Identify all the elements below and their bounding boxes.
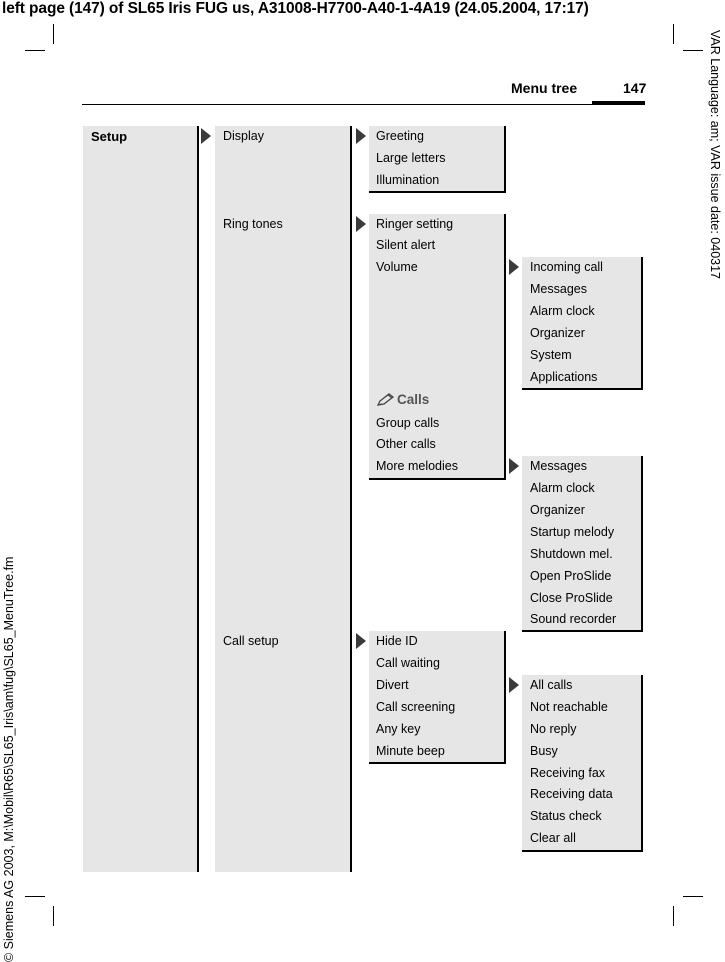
arrow-right-icon	[356, 216, 366, 232]
list-item: Ringer setting	[376, 217, 454, 231]
section-title: Menu tree	[511, 80, 578, 96]
list-item: Clear all	[530, 831, 576, 845]
crop-mark	[25, 896, 45, 897]
crop-mark	[25, 50, 45, 51]
list-item: Large letters	[376, 151, 446, 165]
list-item: Illumination	[376, 173, 440, 187]
list-item: Minute beep	[376, 744, 445, 758]
crop-mark	[683, 50, 703, 51]
list-item: Hide ID	[376, 634, 418, 648]
list-item: Receiving fax	[530, 766, 606, 780]
menu-item-ring-tones: Ring tones	[223, 217, 283, 231]
arrow-right-icon	[356, 633, 366, 649]
page-number: 147	[623, 80, 647, 96]
list-item: Alarm clock	[530, 481, 595, 495]
header-rule-accent	[592, 101, 645, 104]
list-item: Any key	[376, 722, 421, 736]
root-label: Setup	[91, 129, 128, 144]
list-item: Receiving data	[530, 787, 613, 801]
pencil-icon	[376, 393, 396, 407]
list-item: Call screening	[376, 700, 456, 714]
crop-mark	[673, 24, 674, 44]
root-column	[83, 126, 197, 872]
arrow-right-icon	[509, 458, 519, 474]
calls-header: Calls	[397, 392, 430, 407]
display-submenu	[369, 126, 506, 193]
list-item: Call waiting	[376, 656, 440, 670]
language-note: VAR Language: am; VAR issue date: 040317	[708, 30, 722, 280]
list-item: Not reachable	[530, 700, 608, 714]
arrow-right-icon	[509, 259, 519, 275]
list-item: Status check	[530, 809, 602, 823]
crop-mark	[673, 906, 674, 926]
column-shadow	[197, 126, 199, 872]
volume-submenu	[522, 257, 643, 390]
list-item: More melodies	[376, 459, 458, 473]
arrow-right-icon	[509, 677, 519, 693]
crop-mark	[683, 896, 703, 897]
list-item: Other calls	[376, 437, 436, 451]
list-item: No reply	[530, 722, 577, 736]
list-item: Organizer	[530, 326, 585, 340]
callsetup-submenu	[369, 631, 506, 764]
list-item: All calls	[530, 678, 573, 692]
list-item: Close ProSlide	[530, 591, 613, 605]
list-item: System	[530, 348, 572, 362]
ringtones-submenu	[369, 214, 506, 480]
list-item: Alarm clock	[530, 304, 595, 318]
copyright-note: © Siemens AG 2003, M:\Mobil\R65\SL65_Iris\am\fug\SL65_MenuTree.fm	[2, 556, 16, 962]
list-item: Divert	[376, 678, 409, 692]
list-item: Busy	[530, 744, 558, 758]
column-shadow	[350, 126, 352, 872]
arrow-right-icon	[356, 128, 366, 144]
list-item: Messages	[530, 459, 587, 473]
document-title: left page (147) of SL65 Iris FUG us, A31008-H7700-A40-1-4A19 (24.05.2004, 17:17)	[2, 0, 589, 17]
list-item: Incoming call	[530, 260, 603, 274]
level1-column	[215, 126, 350, 872]
crop-mark	[53, 24, 54, 44]
list-item: Applications	[530, 370, 598, 384]
menu-item-display: Display	[223, 129, 264, 143]
list-item: Group calls	[376, 416, 440, 430]
list-item: Volume	[376, 260, 418, 274]
list-item: Messages	[530, 282, 587, 296]
crop-mark	[53, 906, 54, 926]
divert-submenu	[522, 675, 643, 852]
list-item: Open ProSlide	[530, 569, 612, 583]
list-item: Startup melody	[530, 525, 615, 539]
list-item: Organizer	[530, 503, 585, 517]
menu-item-call-setup: Call setup	[223, 634, 279, 648]
list-item: Silent alert	[376, 238, 436, 252]
melodies-submenu	[522, 456, 643, 632]
arrow-right-icon	[201, 128, 211, 144]
list-item: Sound recorder	[530, 612, 617, 626]
header-rule	[82, 104, 645, 105]
list-item: Shutdown mel.	[530, 547, 613, 561]
list-item: Greeting	[376, 129, 424, 143]
